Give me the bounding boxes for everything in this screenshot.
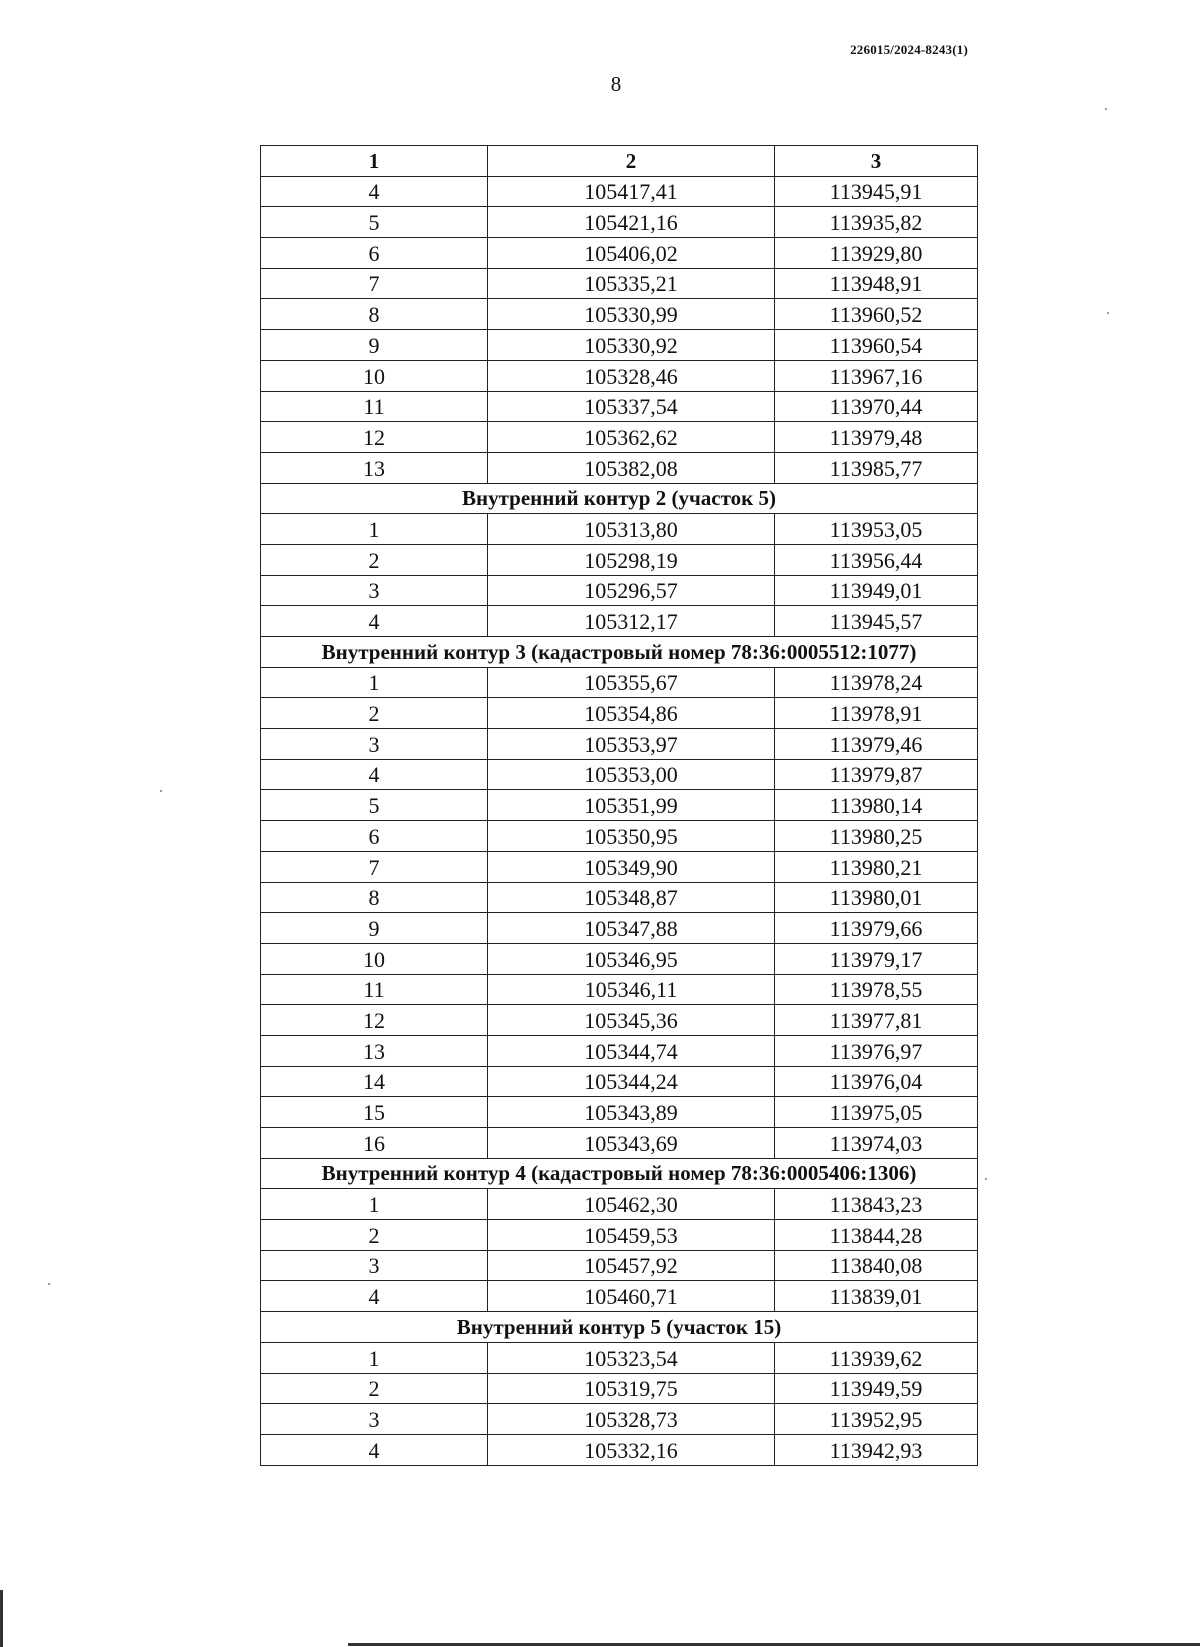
- section-title: Внутренний контур 5 (участок 15): [261, 1312, 978, 1343]
- point-number-cell: 12: [261, 422, 488, 453]
- y-coordinate-cell: 113985,77: [775, 452, 978, 483]
- y-coordinate-cell: 113844,28: [775, 1220, 978, 1251]
- point-number-cell: 5: [261, 207, 488, 238]
- point-number-cell: 2: [261, 1373, 488, 1404]
- point-number-cell: 13: [261, 1035, 488, 1066]
- table-row: [261, 514, 978, 545]
- x-coordinate-cell: 105296,57: [488, 575, 775, 606]
- scan-speck: [48, 1283, 50, 1285]
- point-number-cell: 4: [261, 176, 488, 207]
- y-coordinate-cell: 113978,55: [775, 974, 978, 1005]
- point-number-cell: 9: [261, 913, 488, 944]
- x-coordinate-cell: 105417,41: [488, 176, 775, 207]
- table-row: [261, 698, 978, 729]
- scan-speck: [1105, 108, 1107, 110]
- y-coordinate-cell: 113976,04: [775, 1066, 978, 1097]
- point-number-cell: 10: [261, 360, 488, 391]
- point-number-cell: 11: [261, 391, 488, 422]
- table-row: [261, 1220, 978, 1251]
- table-row: [261, 1434, 978, 1465]
- column-header-1: 1: [261, 146, 488, 177]
- x-coordinate-cell: 105312,17: [488, 606, 775, 637]
- x-coordinate-cell: 105337,54: [488, 391, 775, 422]
- y-coordinate-cell: 113942,93: [775, 1434, 978, 1465]
- y-coordinate-cell: 113945,57: [775, 606, 978, 637]
- point-number-cell: 14: [261, 1066, 488, 1097]
- y-coordinate-cell: 113839,01: [775, 1281, 978, 1312]
- x-coordinate-cell: 105459,53: [488, 1220, 775, 1251]
- y-coordinate-cell: 113980,14: [775, 790, 978, 821]
- point-number-cell: 2: [261, 1220, 488, 1251]
- table-row: [261, 299, 978, 330]
- point-number-cell: 7: [261, 268, 488, 299]
- x-coordinate-cell: 105421,16: [488, 207, 775, 238]
- y-coordinate-cell: 113980,21: [775, 851, 978, 882]
- y-coordinate-cell: 113929,80: [775, 238, 978, 269]
- x-coordinate-cell: 105298,19: [488, 544, 775, 575]
- table-row: [261, 1035, 978, 1066]
- y-coordinate-cell: 113979,46: [775, 729, 978, 760]
- point-number-cell: 1: [261, 667, 488, 698]
- section-header-row: [261, 1312, 978, 1343]
- x-coordinate-cell: 105355,67: [488, 667, 775, 698]
- point-number-cell: 5: [261, 790, 488, 821]
- point-number-cell: 3: [261, 575, 488, 606]
- point-number-cell: 4: [261, 1434, 488, 1465]
- y-coordinate-cell: 113970,44: [775, 391, 978, 422]
- x-coordinate-cell: 105349,90: [488, 851, 775, 882]
- table-row: [261, 667, 978, 698]
- x-coordinate-cell: 105344,24: [488, 1066, 775, 1097]
- y-coordinate-cell: 113977,81: [775, 1005, 978, 1036]
- x-coordinate-cell: 105319,75: [488, 1373, 775, 1404]
- point-number-cell: 3: [261, 1250, 488, 1281]
- scan-speck: [985, 1178, 987, 1180]
- table-row: [261, 729, 978, 760]
- y-coordinate-cell: 113979,66: [775, 913, 978, 944]
- table-row: [261, 422, 978, 453]
- point-number-cell: 8: [261, 882, 488, 913]
- x-coordinate-cell: 105348,87: [488, 882, 775, 913]
- y-coordinate-cell: 113978,24: [775, 667, 978, 698]
- y-coordinate-cell: 113979,87: [775, 759, 978, 790]
- scan-bottom-edge: [348, 1643, 1200, 1646]
- x-coordinate-cell: 105330,99: [488, 299, 775, 330]
- x-coordinate-cell: 105335,21: [488, 268, 775, 299]
- point-number-cell: 3: [261, 1404, 488, 1435]
- table-row: [261, 176, 978, 207]
- point-number-cell: 3: [261, 729, 488, 760]
- table-row: [261, 268, 978, 299]
- x-coordinate-cell: 105353,00: [488, 759, 775, 790]
- x-coordinate-cell: 105346,95: [488, 943, 775, 974]
- point-number-cell: 1: [261, 1342, 488, 1373]
- table-row: [261, 1005, 978, 1036]
- y-coordinate-cell: 113939,62: [775, 1342, 978, 1373]
- table-row: [261, 790, 978, 821]
- table-row: [261, 330, 978, 361]
- x-coordinate-cell: 105313,80: [488, 514, 775, 545]
- page-number: 8: [610, 72, 622, 96]
- table-header-row: [261, 146, 978, 177]
- x-coordinate-cell: 105328,46: [488, 360, 775, 391]
- y-coordinate-cell: 113980,01: [775, 882, 978, 913]
- table-row: [261, 1128, 978, 1159]
- y-coordinate-cell: 113843,23: [775, 1189, 978, 1220]
- y-coordinate-cell: 113979,17: [775, 943, 978, 974]
- section-header-row: [261, 1158, 978, 1189]
- table-row: [261, 943, 978, 974]
- x-coordinate-cell: 105328,73: [488, 1404, 775, 1435]
- table-row: [261, 1250, 978, 1281]
- x-coordinate-cell: 105362,62: [488, 422, 775, 453]
- table-row: [261, 544, 978, 575]
- scan-edge-mark: [0, 1590, 3, 1647]
- point-number-cell: 13: [261, 452, 488, 483]
- point-number-cell: 1: [261, 514, 488, 545]
- table-row: [261, 1342, 978, 1373]
- scan-speck: [160, 790, 162, 792]
- scan-speck: [1107, 312, 1109, 314]
- point-number-cell: 2: [261, 698, 488, 729]
- y-coordinate-cell: 113976,97: [775, 1035, 978, 1066]
- table-row: [261, 391, 978, 422]
- y-coordinate-cell: 113949,59: [775, 1373, 978, 1404]
- section-title: Внутренний контур 3 (кадастровый номер 78:36:0005512:1077): [261, 637, 978, 668]
- section-title: Внутренний контур 4 (кадастровый номер 78:36:0005406:1306): [261, 1158, 978, 1189]
- x-coordinate-cell: 105350,95: [488, 821, 775, 852]
- y-coordinate-cell: 113978,91: [775, 698, 978, 729]
- x-coordinate-cell: 105332,16: [488, 1434, 775, 1465]
- y-coordinate-cell: 113952,95: [775, 1404, 978, 1435]
- x-coordinate-cell: 105351,99: [488, 790, 775, 821]
- point-number-cell: 7: [261, 851, 488, 882]
- y-coordinate-cell: 113956,44: [775, 544, 978, 575]
- point-number-cell: 11: [261, 974, 488, 1005]
- section-title: Внутренний контур 2 (участок 5): [261, 483, 978, 514]
- document-reference-number: 226015/2024-8243(1): [850, 42, 968, 57]
- point-number-cell: 4: [261, 759, 488, 790]
- table-row: [261, 1066, 978, 1097]
- point-number-cell: 6: [261, 238, 488, 269]
- y-coordinate-cell: 113945,91: [775, 176, 978, 207]
- point-number-cell: 4: [261, 606, 488, 637]
- point-number-cell: 1: [261, 1189, 488, 1220]
- table-body: [261, 176, 978, 1465]
- table-row: [261, 1373, 978, 1404]
- x-coordinate-cell: 105345,36: [488, 1005, 775, 1036]
- table-row: [261, 452, 978, 483]
- table-row: [261, 851, 978, 882]
- table-row: [261, 575, 978, 606]
- y-coordinate-cell: 113979,48: [775, 422, 978, 453]
- x-coordinate-cell: 105347,88: [488, 913, 775, 944]
- y-coordinate-cell: 113953,05: [775, 514, 978, 545]
- point-number-cell: 16: [261, 1128, 488, 1159]
- point-number-cell: 6: [261, 821, 488, 852]
- y-coordinate-cell: 113975,05: [775, 1097, 978, 1128]
- point-number-cell: 2: [261, 544, 488, 575]
- y-coordinate-cell: 113960,52: [775, 299, 978, 330]
- x-coordinate-cell: 105343,69: [488, 1128, 775, 1159]
- x-coordinate-cell: 105406,02: [488, 238, 775, 269]
- x-coordinate-cell: 105354,86: [488, 698, 775, 729]
- table-row: [261, 360, 978, 391]
- y-coordinate-cell: 113967,16: [775, 360, 978, 391]
- y-coordinate-cell: 113948,91: [775, 268, 978, 299]
- y-coordinate-cell: 113935,82: [775, 207, 978, 238]
- point-number-cell: 10: [261, 943, 488, 974]
- point-number-cell: 12: [261, 1005, 488, 1036]
- y-coordinate-cell: 113974,03: [775, 1128, 978, 1159]
- table-row: [261, 207, 978, 238]
- table-row: [261, 238, 978, 269]
- table-row: [261, 606, 978, 637]
- table-row: [261, 1189, 978, 1220]
- x-coordinate-cell: 105382,08: [488, 452, 775, 483]
- point-number-cell: 4: [261, 1281, 488, 1312]
- section-header-row: [261, 637, 978, 668]
- table-row: [261, 1281, 978, 1312]
- point-number-cell: 8: [261, 299, 488, 330]
- x-coordinate-cell: 105353,97: [488, 729, 775, 760]
- table-row: [261, 913, 978, 944]
- y-coordinate-cell: 113980,25: [775, 821, 978, 852]
- x-coordinate-cell: 105346,11: [488, 974, 775, 1005]
- y-coordinate-cell: 113840,08: [775, 1250, 978, 1281]
- x-coordinate-cell: 105330,92: [488, 330, 775, 361]
- table-row: [261, 882, 978, 913]
- point-number-cell: 9: [261, 330, 488, 361]
- table-row: [261, 1097, 978, 1128]
- point-number-cell: 15: [261, 1097, 488, 1128]
- x-coordinate-cell: 105343,89: [488, 1097, 775, 1128]
- y-coordinate-cell: 113949,01: [775, 575, 978, 606]
- section-header-row: [261, 483, 978, 514]
- table-row: [261, 759, 978, 790]
- x-coordinate-cell: 105460,71: [488, 1281, 775, 1312]
- table-row: [261, 821, 978, 852]
- column-header-3: 3: [775, 146, 978, 177]
- table-row: [261, 1404, 978, 1435]
- table-row: [261, 974, 978, 1005]
- x-coordinate-cell: 105323,54: [488, 1342, 775, 1373]
- coordinates-table: [260, 145, 978, 1466]
- x-coordinate-cell: 105344,74: [488, 1035, 775, 1066]
- column-header-2: 2: [488, 146, 775, 177]
- x-coordinate-cell: 105457,92: [488, 1250, 775, 1281]
- y-coordinate-cell: 113960,54: [775, 330, 978, 361]
- x-coordinate-cell: 105462,30: [488, 1189, 775, 1220]
